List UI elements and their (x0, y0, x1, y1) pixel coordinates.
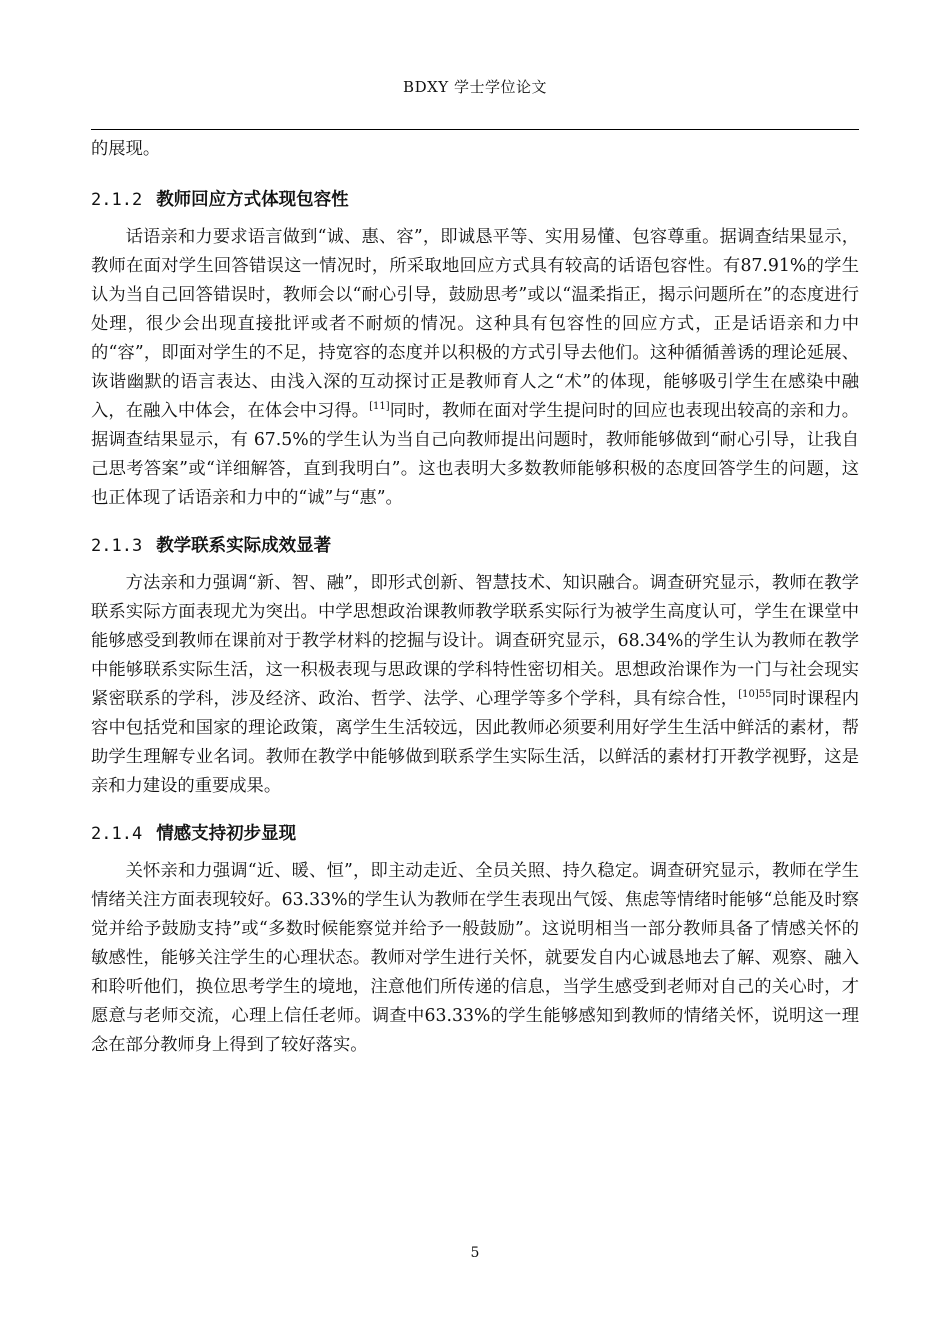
citation-marker: [10]55 (738, 689, 772, 701)
section-number: 2.1.2 (91, 190, 143, 210)
section-heading-2-1-2 (91, 185, 859, 215)
section-title: 教师回应方式体现包容性 (156, 190, 349, 210)
section-title: 情感支持初步显现 (156, 824, 297, 844)
paragraph-text: 方法亲和力强调“新、智、融”，即形式创新、智慧技术、知识融合。调查研究显示，教师在教学联系实际方面表现尤为突出。中学思想政治课教师教学联系实际行为被学生高度认可，学生在课堂中能够感受到教师在课前对于教学材料的挖掘与设计。调查研究显示，68.34%的学生认为教师在教学中能够联系实际生活，这一积极表现与思政课的学科特性密切相关。思想政治课作为一门与社会现实紧密联系的学科，涉及经济、政治、哲学、法学、心理学等多个学科，具有综合性， (91, 573, 859, 709)
page-header-title: BDXY 学士学位论文 (403, 78, 547, 96)
continuation-text: 的展现。 (91, 139, 161, 159)
citation-marker: [11] (369, 401, 390, 413)
section-heading-2-1-4 (91, 819, 859, 849)
page-number: 5 (470, 1245, 480, 1261)
document-body (91, 135, 859, 1060)
section-number: 2.1.4 (91, 824, 143, 844)
section-heading-2-1-3 (91, 531, 859, 561)
paragraph-text: 同时课程内容中包括党和国家的理论政策，离学生生活较远，因此教师必须要利用好学生生活中鲜活的素材，帮助学生理解专业名词。教师在教学中能够做到联系学生实际生活，以鲜活的素材打开教学视野，这是亲和力建设的重要成果。 (91, 689, 859, 796)
section-paragraph (91, 569, 859, 801)
paragraph-text: 同时，教师在面对学生提问时的回应也表现出较高的亲和力。据调查结果显示，有 67.5%的学生认为当自己向教师提出问题时，教师能够做到“耐心引导，让我自己思考答案”或“详细解答，直到我明白”。这也表明大多数教师能够积极的态度回答学生的问题，这也正体现了话语亲和力中的“诚”与“惠”。 (91, 401, 859, 508)
section-paragraph (91, 223, 859, 513)
section-paragraph: 关怀亲和力强调“近、暖、恒”，即主动走近、全员关照、持久稳定。调查研究显示，教师在学生情绪关注方面表现较好。63.33%的学生认为教师在学生表现出气馁、焦虑等情绪时能够“总能及时察觉并给予鼓励支持”或“多数时候能察觉并给予一般鼓励”。这说明相当一部分教师具备了情感关怀的敏感性，能够关注学生的心理状态。教师对学生进行关怀，就要发自内心诚恳地去了解、观察、融入和聆听他们，换位思考学生的境地，注意他们所传递的信息，当学生感受到老师对自己的关心时，才愿意与老师交流，心理上信任老师。调查中63.33%的学生能够感知到教师的情绪关怀，说明这一理念在部分教师身上得到了较好落实。 (91, 861, 859, 1055)
section-title: 教学联系实际成效显著 (156, 536, 332, 556)
section-number: 2.1.3 (91, 536, 143, 556)
header-divider (91, 129, 859, 130)
paragraph-text: 话语亲和力要求语言做到“诚、惠、容”，即诚恳平等、实用易懂、包容尊重。据调查结果显示，教师在面对学生回答错误这一情况时，所采取地回应方式具有较高的话语包容性。有87.91%的学生认为当自己回答错误时，教师会以“耐心引导，鼓励思考”或以“温柔指正，揭示问题所在”的态度进行处理，很少会出现直接批评或者不耐烦的情况。这种具有包容性的回应方式，正是话语亲和力中的“容”，即面对学生的不足，持宽容的态度并以积极的方式引导去他们。这种循循善诱的理论延展、诙谐幽默的语言表达、由浅入深的互动探讨正是教师育人之“术”的体现，能够吸引学生在感染中融入，在融入中体会，在体会中习得。 (91, 227, 859, 421)
